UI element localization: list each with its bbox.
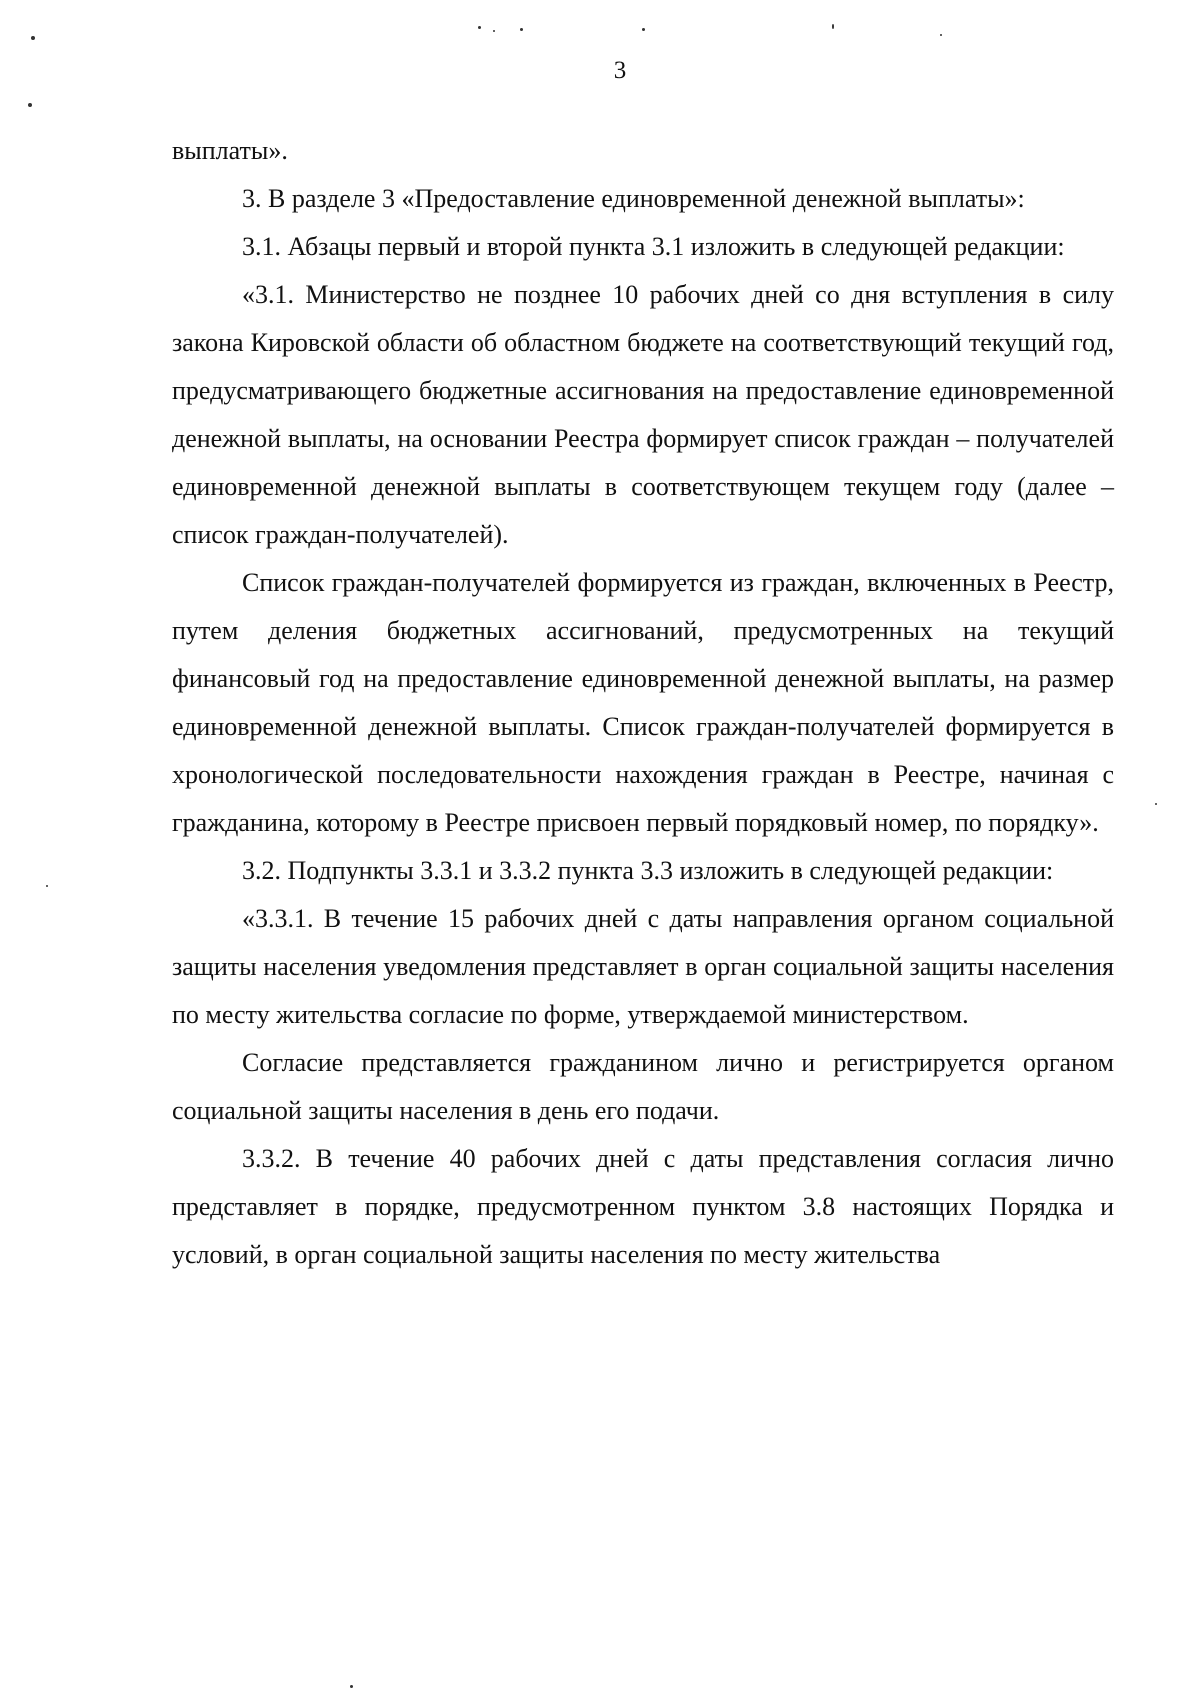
page-number: 3 bbox=[613, 57, 627, 84]
scan-speck bbox=[28, 103, 32, 107]
scan-speck bbox=[1155, 803, 1157, 805]
scan-speck bbox=[350, 1685, 353, 1688]
paragraph-3-2-intro: 3.2. Подпункты 3.3.1 и 3.3.2 пункта 3.3 изложить в следующей редакции: bbox=[242, 856, 1054, 885]
scan-speck bbox=[832, 24, 834, 29]
paragraph-section-3: 3. В разделе 3 «Предоставление единовременной денежной выплаты»: bbox=[242, 184, 1025, 213]
paragraph-3-1-quote: «3.1. Министерство не позднее 10 рабочих дней со дня вступления в силу закона Кировской области об областном бюджете на соответствующий текущий год, предусматривающего бюджетные ассигнования на предоставление единовременной денежной выплаты, на основании Реестра формирует список граждан – получателей единовременной денежной выплаты в соответствующем текущем году (далее – список граждан-получателей). bbox=[172, 280, 1114, 549]
paragraph-3-3-2: 3.3.2. В течение 40 рабочих дней с даты представления согласия лично представляет в порядке, предусмотренном пунктом 3.8 настоящих Порядка и условий, в орган социальной защиты населения по месту жительства bbox=[172, 1144, 1114, 1269]
scan-speck bbox=[31, 36, 35, 40]
scan-speck bbox=[493, 30, 495, 32]
scan-speck bbox=[46, 885, 48, 887]
scan-speck bbox=[520, 28, 523, 31]
paragraph-continuation: выплаты». bbox=[172, 136, 288, 165]
paragraph-3-3-1: «3.3.1. В течение 15 рабочих дней с даты направления органом социальной защиты населения уведомления представляет в орган социальной защиты населения по месту жительства согласие по форме, утверждаемой министерством. bbox=[172, 904, 1114, 1029]
scan-speck bbox=[478, 26, 481, 29]
paragraph-3-1-intro: 3.1. Абзацы первый и второй пункта 3.1 изложить в следующей редакции: bbox=[242, 232, 1065, 261]
document-body bbox=[172, 127, 1114, 1279]
paragraph-consent: Согласие представляется гражданином лично и регистрируется органом социальной защиты населения в день его подачи. bbox=[172, 1048, 1114, 1125]
scan-speck bbox=[642, 28, 645, 31]
scan-speck bbox=[940, 34, 942, 36]
paragraph-list-formation: Список граждан-получателей формируется из граждан, включенных в Реестр, путем деления бюджетных ассигнований, предусмотренных на текущий финансовый год на предоставление единовременной денежной выплаты, на размер единовременной денежной выплаты. Список граждан-получателей формируется в хронологической последовательности нахождения граждан в Реестре, начиная с гражданина, которому в Реестре присвоен первый порядковый номер, по порядку». bbox=[172, 568, 1114, 837]
